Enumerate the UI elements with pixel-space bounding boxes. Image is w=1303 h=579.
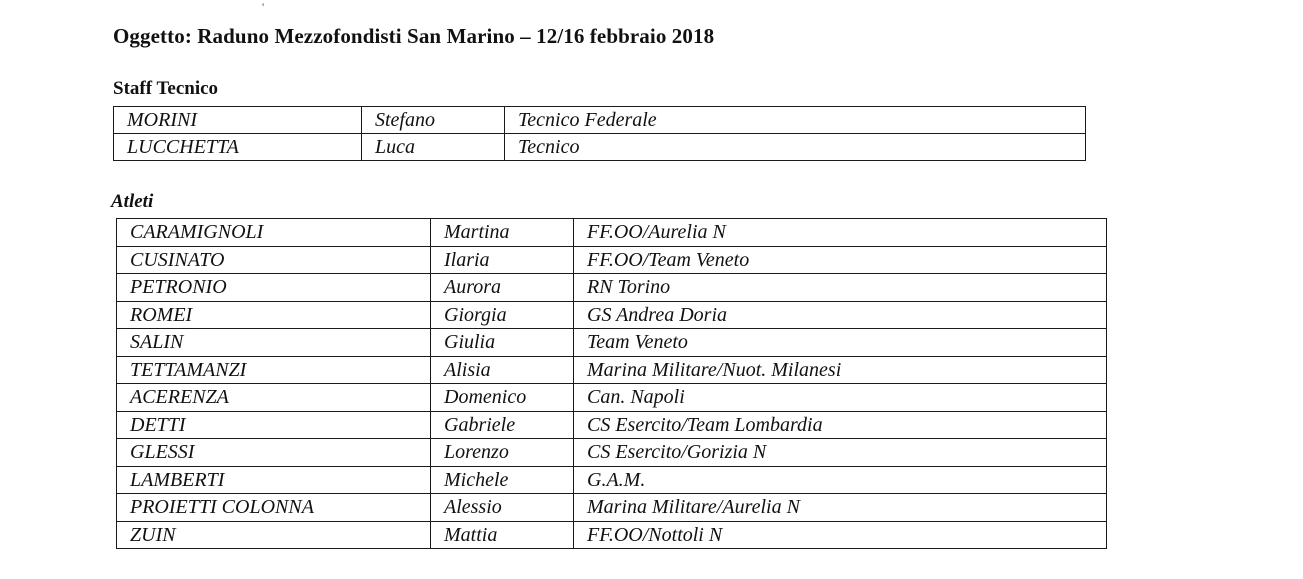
table-row (117, 411, 1107, 439)
athletes-section-title: Atleti (111, 191, 154, 212)
athlete-name: Alessio (431, 494, 574, 522)
athlete-name: Gabriele (431, 411, 574, 439)
athlete-surname: PETRONIO (117, 274, 431, 302)
staff-surname: LUCCHETTA (114, 134, 362, 161)
scan-mark: ' (262, 0, 265, 14)
athlete-club: G.A.M. (574, 466, 1107, 494)
athlete-name: Giorgia (431, 301, 574, 329)
staff-name: Luca (362, 134, 505, 161)
athlete-club: Marina Militare/Aurelia N (574, 494, 1107, 522)
athlete-club: Team Veneto (574, 329, 1107, 357)
athlete-surname: CARAMIGNOLI (117, 219, 431, 247)
athlete-name: Aurora (431, 274, 574, 302)
athlete-name: Domenico (431, 384, 574, 412)
athlete-club: Marina Militare/Nuot. Milanesi (574, 356, 1107, 384)
table-row (117, 384, 1107, 412)
athlete-club: FF.OO/Team Veneto (574, 246, 1107, 274)
athlete-name: Michele (431, 466, 574, 494)
athlete-surname: CUSINATO (117, 246, 431, 274)
athlete-surname: ROMEI (117, 301, 431, 329)
athlete-name: Mattia (431, 521, 574, 549)
athlete-club: FF.OO/Aurelia N (574, 219, 1107, 247)
staff-table (113, 106, 1086, 161)
table-row (117, 274, 1107, 302)
athlete-name: Alisia (431, 356, 574, 384)
table-row (117, 521, 1107, 549)
athlete-club: CS Esercito/Team Lombardia (574, 411, 1107, 439)
staff-name: Stefano (362, 107, 505, 134)
athlete-name: Ilaria (431, 246, 574, 274)
athlete-name: Martina (431, 219, 574, 247)
table-row (117, 356, 1107, 384)
table-row (114, 107, 1086, 134)
athlete-surname: DETTI (117, 411, 431, 439)
table-row (117, 439, 1107, 467)
athlete-club: GS Andrea Doria (574, 301, 1107, 329)
athlete-surname: ACERENZA (117, 384, 431, 412)
athlete-surname: LAMBERTI (117, 466, 431, 494)
document-subject: Oggetto: Raduno Mezzofondisti San Marino – 12/16 febbraio 2018 (113, 24, 715, 48)
staff-role: Tecnico (505, 134, 1086, 161)
table-row (117, 494, 1107, 522)
staff-surname: MORINI (114, 107, 362, 134)
athlete-surname: PROIETTI COLONNA (117, 494, 431, 522)
table-row (117, 466, 1107, 494)
staff-role: Tecnico Federale (505, 107, 1086, 134)
athlete-club: CS Esercito/Gorizia N (574, 439, 1107, 467)
athlete-club: FF.OO/Nottoli N (574, 521, 1107, 549)
table-row (114, 134, 1086, 161)
athlete-surname: SALIN (117, 329, 431, 357)
athlete-name: Giulia (431, 329, 574, 357)
table-row (117, 246, 1107, 274)
athlete-surname: TETTAMANZI (117, 356, 431, 384)
athlete-surname: GLESSI (117, 439, 431, 467)
athlete-surname: ZUIN (117, 521, 431, 549)
table-row (117, 329, 1107, 357)
table-row (117, 219, 1107, 247)
athlete-club: Can. Napoli (574, 384, 1107, 412)
athletes-table (116, 218, 1107, 549)
athlete-club: RN Torino (574, 274, 1107, 302)
staff-section-title: Staff Tecnico (113, 78, 219, 99)
table-row (117, 301, 1107, 329)
athlete-name: Lorenzo (431, 439, 574, 467)
